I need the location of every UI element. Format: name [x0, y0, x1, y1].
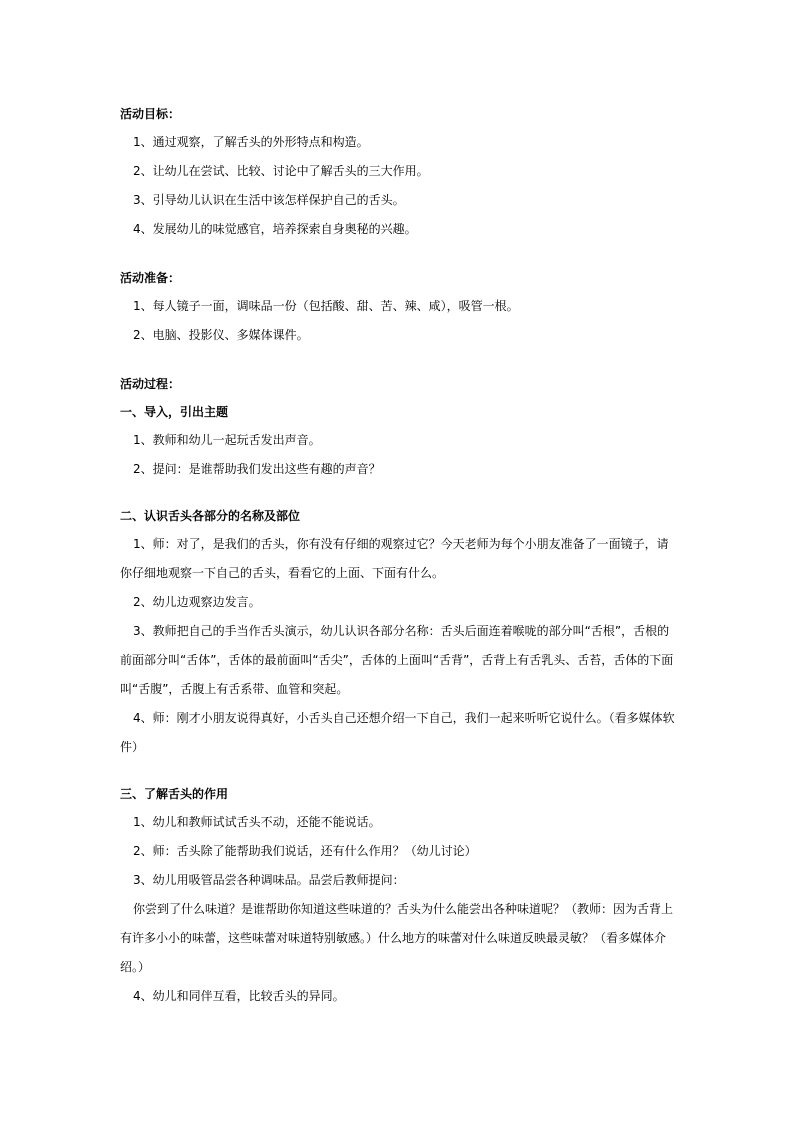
goals-heading: 活动目标： [120, 107, 181, 121]
section-title: 一、导入，引出主题 [120, 405, 229, 419]
process-paragraph: 4、师：刚才小朋友说得真好，小舌头自己还想介绍一下自己，我们一起来听听它说什么。（看多媒体软件） [120, 711, 675, 754]
prep-item: 1、每人镜子一面，调味品一份（包括酸、甜、苦、辣、咸），吸管一根。 [133, 299, 519, 313]
spacer [120, 762, 680, 780]
process-item: 1、幼儿和教师试试舌头不动，还能不能说话。 [133, 815, 381, 829]
goal-item: 1、通过观察，了解舌头的外形特点和构造。 [133, 135, 369, 149]
process-paragraph: 3、教师把自己的手当作舌头演示，幼儿认识各部分名称：舌头后面连着喉咙的部分叫“舌根”，舌根的前面部分叫“舌体”，舌体的最前面叫“舌尖”，舌体的上面叫“舌背”，舌背上有舌乳头、舌苔，舌体的下面叫“舌腹”，舌腹上有舌系带、血管和突起。 [120, 624, 674, 696]
process-item: 2、提问：是谁帮助我们发出这些有趣的声音？ [133, 462, 381, 476]
process-item: 3、幼儿用吸管品尝各种调味品。品尝后教师提问： [133, 873, 405, 887]
process-item: 2、幼儿边观察边发言。 [133, 595, 261, 609]
process-heading: 活动过程： [120, 377, 181, 391]
goal-item: 4、发展幼儿的味觉感官，培养探索自身奥秘的兴趣。 [133, 222, 417, 236]
spacer [120, 244, 680, 264]
prep-item: 2、电脑、投影仪、多媒体课件。 [133, 328, 309, 342]
section-title: 三、了解舌头的作用 [120, 787, 229, 801]
section-title: 二、认识舌头各部分的名称及部位 [120, 509, 301, 523]
process-item: 2、师：舌头除了能帮助我们说话，还有什么作用？（幼儿讨论） [133, 844, 477, 858]
process-item: 4、幼儿和同伴互看，比较舌头的异同。 [133, 989, 345, 1003]
process-item: 1、教师和幼儿一起玩舌发出声音。 [133, 433, 321, 447]
process-paragraph: 1、师：对了，是我们的舌头，你有没有仔细的观察过它？今天老师为每个小朋友准备了一面镜子，请你仔细地观察一下自己的舌头，看看它的上面、下面有什么。 [120, 537, 669, 580]
goal-item: 2、让幼儿在尝试、比较、讨论中了解舌头的三大作用。 [133, 164, 429, 178]
document-body [120, 100, 680, 1011]
goal-item: 3、引导幼儿认识在生活中该怎样保护自己的舌头。 [133, 193, 405, 207]
process-paragraph: 你尝到了什么味道？是谁帮助你知道这些味道的？舌头为什么能尝出各种味道呢？（教师：因为舌背上有许多小小的味蕾，这些味蕾对味道特别敏感。）什么地方的味蕾对什么味道反映最灵敏？（看多媒体介绍。） [120, 902, 674, 974]
spacer [120, 350, 680, 370]
spacer [120, 484, 680, 502]
prep-heading: 活动准备： [120, 271, 181, 285]
